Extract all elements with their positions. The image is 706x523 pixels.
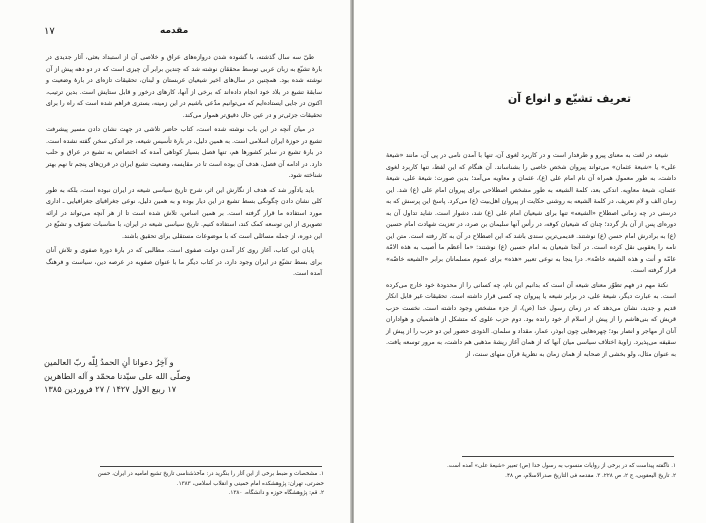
chapter-title: تعریف تشیّع و انواع آن (507, 92, 631, 105)
closing-line-2: وصلّی الله علی سیّدنا محمّد و آله الطاهرین (44, 370, 191, 381)
paragraph: نکتهٔ مهم در فهم تطوّر معنای شیعه آن است که بدانیم این نام، چه کسانی را از محدودهٔ خود خارج می‌کرده است. به عبارت دیگر، شیعهٔ علی، در برابر شیعه یا پیروان چه کسی قرار داشته است. تحقیقات غیر قابل انکار قدیم و جدید، نشان می‌دهد که در زمان رسول خدا (ص)، از جزء مشخص وجود داشته است. نخست حزب قریش که بنی‌هاشم را از پیش از اسلام از خود رانده بود. دوم حزب علوی که متشکل از هاشمیان و هواداران آنان از مهاجر و انصار بود؛ چهره‌هایی چون ابوذر، عمار، مقداد و سلمان. الذودی حضور این دو حزب را از پیش از سقیفه می‌پذیرد. زاویهٔ اختلاف سیاسی میان آنها که از همان آغاز ریشهٔ مذهبی هم داشت، به مرور توسعه یافت. به عنوان مثال، ولو بخشی از صحابه از همان زمان به نظریهٔ قرآن منهای سنت، از (386, 281, 676, 358)
paragraph: پایان این کتاب، آغاز روی کار آمدن دولت صفوی است. مطالبی که در بارهٔ دورهٔ صفوی و تلاش آنان برای بسط تشیّع در ایران وجود دارد، در کتاب دیگر ما با عنوان صفویه در عرصه دین، سیاست و فرهنگ آمده است. (46, 247, 322, 277)
footnote: حضرتی، تهران: پژوهشکده امام خمینی و انقلاب اسلامی، ۱۳۸۳. (176, 480, 324, 487)
right-body-text (386, 150, 676, 363)
right-page (354, 0, 706, 523)
closing-block (44, 356, 191, 397)
footnote: ۲. قم: پژوهشگاه حوزه و دانشگاه، ۱۳۸۰. (228, 490, 324, 497)
closing-date: ۱۷ ربیع الاول ۱۴۲۷ / ۲۷ فروردین ۱۳۸۵ (44, 384, 177, 394)
footnote: ۱. مشخصات و ضبط برخی از این آثار را بنگرید در: مآخذشناسی تاریخ تشیع امامیه در ایران، حسن (97, 471, 324, 477)
paragraph: شیعه در لغت به معنای پیرو و طرفدار است و در کاربرد لغوی آن، تنها با آمدن نامی در پی آن، مانند «شیعهٔ علی» یا «شیعهٔ عثمان» می‌تواند پیروان شخص خاصی را بشناساند. آن هنگام که این لفظ، تنها کاربرد لغوی داشت، به طور معمول همراه آن نام امام علی (ع)، عثمان و معاویه می‌آمد؛ بدین صورت: شیعهٔ علی، شیعهٔ عثمان، شیعهٔ معاویه. اندکی بعد، کلمهٔ الشیعه به طور مشخص اصطلاحی برای پیروان امام علی (ع) شد. این زمان الف و لام تعریف، در کلمهٔ الشیعه به روشنی حکایت از پیروان اهل‌بیت (ع) می‌کرد. پاسخ این پرسش که به درستی در چه زمانی اصطلاح «الشیعه» تنها برای شیعیان امام علی (ع) شد، دشوار است. شاید تداول آن به دوره‌ای پس از آن باز گردد؛ چنان که شیعیان کوفه، در رأس آنها سلیمان بن صرد، در تعزیت شهادت امام حسین (ع) به برادرش امام حسن (ع) نوشتند. قدیمی‌ترین سندی باشد که این اصطلاح در آن به کار رفته است. متن این نامه را یعقوبی نقل کرده است. در آنجا شیعیان به امام حسین (ع) نوشتند: «ما أعظم ما أصیب به هذه الامّة عامّة و أنت و هذه الشیعة خاصّة». درا ینجا به نوعی تعبیر «هذه» برای عموم مسلمانان برابر «الشیعه خاصّه» قرار گرفته است. (386, 152, 676, 274)
footnote: ۱. ناگفته پیداست که در برخی از روایات منسوب به رسول خدا (ص) تعبیر «شیعهٔ علی» آمده است. (447, 463, 676, 469)
paragraph: در میان آنچه در این باب نوشته شده است، کتاب حاضر تلاشی در جهت نشان دادن مسیر پیشرفت تشیع در حوزهٔ ایران اسلامی است. به همین دلیل، در بارهٔ تأسیس شیعه، جز اندکی سخن گفته نشده است. در بارهٔ تشیع در سایر کشورها هم، تنها فصل بسیار کوتاهی آمده که اختصاص به تشیع در عراق و حلب دارد. در ادامه آن فصل، هدف آن بوده است تا در مقایسه، وضعیت تشیع ایران در قرن‌های پنجم تا نهم بهتر شناخته شود. (46, 126, 322, 179)
left-footnotes (44, 470, 324, 499)
footnote-rule (462, 456, 674, 457)
left-body-text (46, 52, 322, 283)
page-number: ۱۷ (44, 26, 55, 37)
paragraph: باید یادآور شد که هدف از نگارش این اثر، شرح تاریخ سیاسی شیعه در ایران نبوده است، بلکه به طور کلی نشان دادن چگونگی بسط تشیع در این دیار بوده و به همین دلیل، نوعی جغرافیای جغرافیایی ـ اداری مورد استفاده ما قرار گرفته است. بر همین اساس، تلاش شده است تا از هر آنچه می‌تواند در ارائه تصویری از این توسعه کمک کند، استفاده کنیم. تاریخ سیاسی شیعه در ایران، با مناسبات تصوّف و تشیّع در این دوره، از جمله مسائلی است که با موضوعات مستقلی برای تحقیق باشند. (46, 186, 322, 240)
footnote: ۲. تاریخ الیعقوبی، ج ۲، ص ۲۲۸. ۳. مقدمه فی التاریخ صدرالاسلام، ص ۴۸. (505, 472, 676, 479)
footnote-rule (100, 466, 322, 467)
right-footnotes (384, 462, 676, 481)
running-head: مقدمه (160, 26, 189, 36)
paragraph: طیّ سه سال گذشته، با گشوده شدن دروازه‌های عراق و خلاصی آن از استبداد بعثی، آثار جدیدی در بارهٔ تشیّع به زبان عربی توسط محققان نوشته شد که چندین برابر آن چیزی است که در دو دهه پیش از آن نوشته شده بود. همچنین در سال‌های اخیر شیعیان عربستان و لبنان، تحقیقات تازه‌ای در بارهٔ وضعیت و سابقهٔ تشیع در بلاد خود انجام داده‌اند که برخی از آنها، کارهای درخور و قابل ستایش است. بدین ترتیب، اکنون در جایی ایستاده‌ایم که می‌توانیم مدّعی باشیم در این زمینه، بستری فراهم شده است که راه را برای تحقیقات جزئی‌تر و در عین حال دقیق‌تر هموار می‌کند. (46, 54, 322, 119)
left-page (0, 0, 352, 523)
closing-line-1: و آخِرُ دعوانا أنِ الحمدُ لِلّه ربّ العالمین (44, 357, 174, 367)
